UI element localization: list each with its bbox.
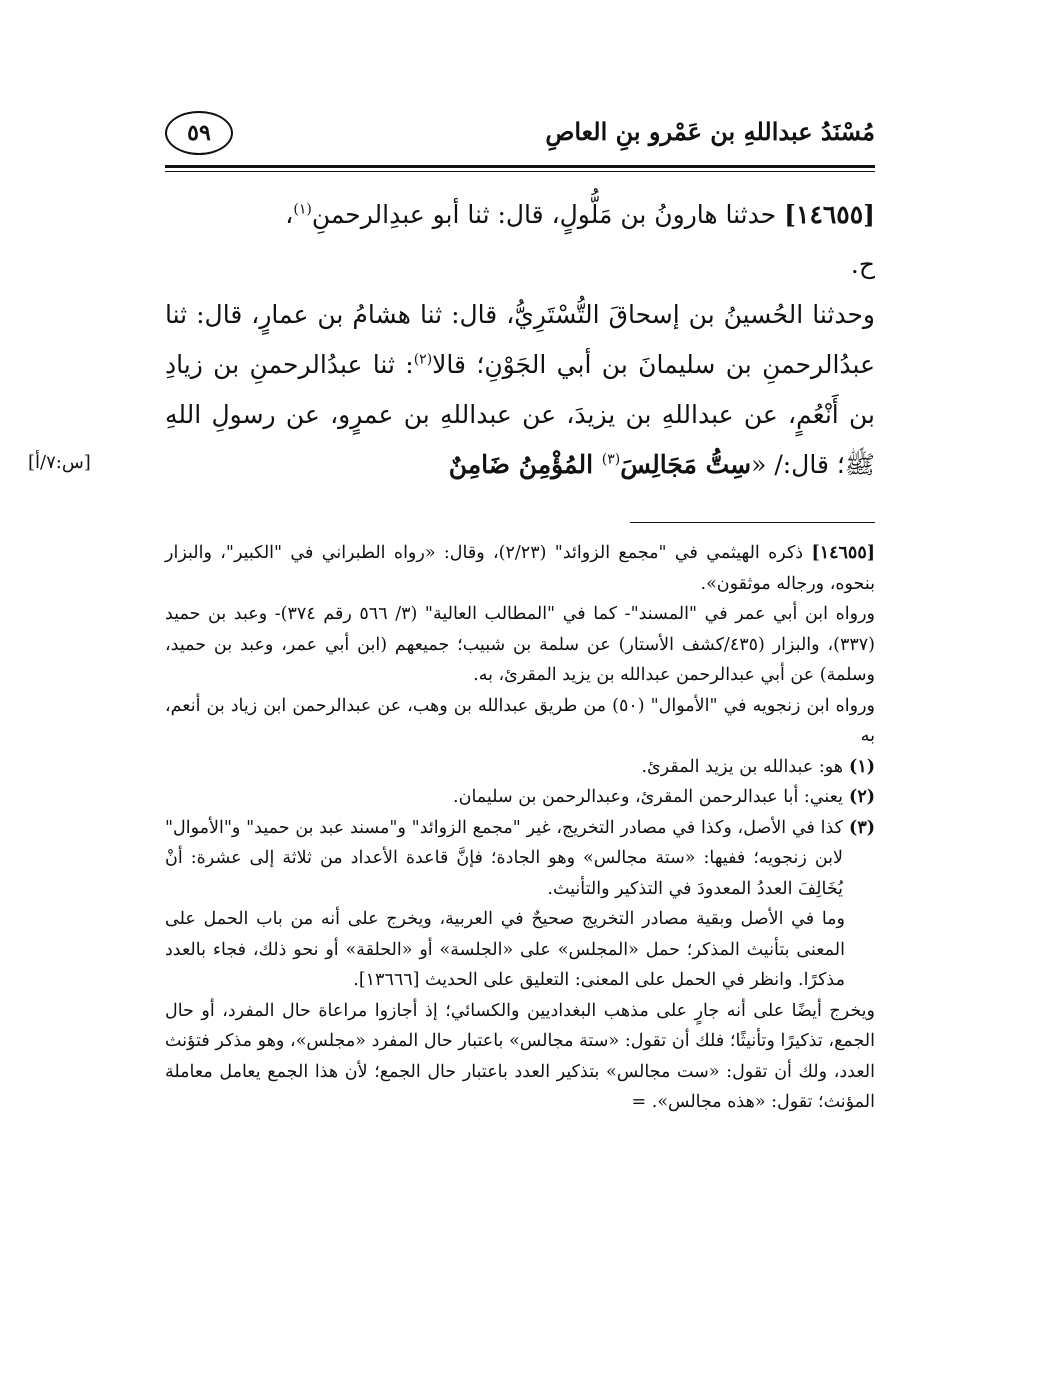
hadith-isnad-line	[165, 190, 875, 240]
hadith-text-end: المُؤْمِنُ ضَامِنٌ	[448, 450, 602, 479]
footnote-2-text: يعني: أبا عبدالرحمن المقرئ، وعبدالرحمن بن سليمان.	[453, 787, 843, 807]
isnad-text: حدثنا هارونُ بن مَلُّولٍ، قال: ثنا أبو عبدِالرحمنِ	[311, 200, 785, 229]
footnote-2-number: (٢)	[849, 787, 875, 807]
isnad-part-a: وحدثنا الحُسينُ بن إسحاقَ التُّسْتَرِيُّ، قال: ثنا هشامُ بن عمارٍ، قال: ثنا عبدُالرحمنِ بن سليمانَ بن أبي الجَوْنِ؛ قالا	[165, 300, 875, 379]
footnote-3-number: (٣)	[849, 817, 875, 838]
isnad-paragraph	[165, 290, 875, 490]
running-title: مُسْنَدُ عبداللهِ بن عَمْرو بنِ العاصِ	[545, 117, 875, 146]
footnote-3-paragraph-3: ويخرج أيضًا على أنه جارٍ على مذهب البغداديين والكسائي؛ إذ أجازوا مراعاة حال المفرد، أو حال الجمع، تذكيرًا وتأنيثًا؛ فلك أن تقول: «ستة مجالس» باعتبار حال المفرد «مجلس»، وهو مذكر فتؤنث العدد، ولك أن تقول: «ست مجالس» بتذكير العدد باعتبار حال الجمع؛ لأن هذا الجمع يعامل معاملة المؤنث؛ تقول: «هذه مجالس». =	[165, 1000, 875, 1112]
header-rule	[165, 165, 875, 168]
takhrij-intro-text: ذكره الهيثمي في "مجمع الزوائد" (٢/٢٣)، وقال: «رواه الطبراني في "الكبير"، والبزار بنحوه، ورجاله موثقون».	[165, 543, 875, 594]
isnad-part-b: : ثنا عبدُالرحمنِ بن زيادِ بن أَنْعُمٍ، عن عبداللهِ بن يزيدَ، عن عبداللهِ بن عمرٍو، عن رسولِ اللهِ ﷺ؛ قال:/ «	[165, 350, 875, 479]
footnote-3-text: كذا في الأصل، وكذا في مصادر التخريج، غير "مجمع الزوائد" و"مسند عبد بن حميد" و"الأموال" لابن زنجويه؛ ففيها: «ستة مجالس» وهو الجادة؛ فإنَّ قاعدة الأعداد من ثلاثة إلى عشرة: أنْ يُخَالِفَ العددُ المعدودَ في التذكير والتأنيث.	[165, 817, 843, 899]
page-header	[165, 105, 875, 165]
takhrij-paragraph-2: ورواه ابن أبي عمر في "المسند"- كما في "المطالب العالية" (٣/ ٥٦٦ رقم ٣٧٤)- وعبد بن حميد (٣٣٧)، والبزار (٤٣٥/كشف الأستار) عن سلمة بن شبيب؛ جميعهم (ابن أبي عمر، وعبد بن حميد، وسلمة) عن أبي عبدالرحمن عبدالله بن يزيد المقرئ، به.	[165, 604, 875, 685]
header-rule-thin	[165, 171, 875, 172]
footnotes	[165, 538, 875, 1118]
footnote-ref-1[interactable]: (١)	[293, 201, 312, 218]
footnote-2	[165, 782, 875, 813]
takhrij-intro	[165, 538, 875, 599]
hadith-number: [١٤٦٥٥]	[784, 200, 875, 229]
footnote-1-text: هو: عبدالله بن يزيد المقرئ.	[641, 756, 843, 777]
footnote-3	[165, 813, 875, 905]
footnote-1-number: (١)	[849, 756, 875, 777]
footnote-ref-3[interactable]: (٣)	[601, 451, 621, 468]
hadith-text-start: سِتُّ مَجَالِسَ	[620, 450, 752, 479]
tahwil-line: ح.	[850, 250, 875, 279]
main-text	[165, 190, 875, 490]
isnad-tail: ،	[285, 200, 294, 229]
footnote-1	[165, 752, 875, 783]
manuscript-margin-reference: [س:٧/أ]	[28, 452, 91, 473]
page-number-badge: ٥٩	[165, 111, 233, 155]
footnote-separator	[630, 522, 875, 523]
takhrij-paragraph-3: ورواه ابن زنجويه في "الأموال" (٥٠) من طريق عبدالله بن وهب، عن عبدالرحمن ابن زياد بن أنعم، به	[165, 695, 876, 746]
footnote-3-paragraph-2: وما في الأصل وبقية مصادر التخريج صحيحٌ في العربية، ويخرج على أنه من باب الحمل على المعنى بتأنيث المذكر؛ حمل «المجلس» على «الجلسة» أو «الحلقة» أو نحو ذلك، فجاء بالعدد مذكرًا. وانظر في الحمل على المعنى: التعليق على الحديث [١٣٦٦٦].	[165, 909, 845, 990]
takhrij-hadith-number: [١٤٦٥٥]	[811, 543, 875, 563]
footnote-ref-2[interactable]: (٢)	[413, 351, 433, 368]
